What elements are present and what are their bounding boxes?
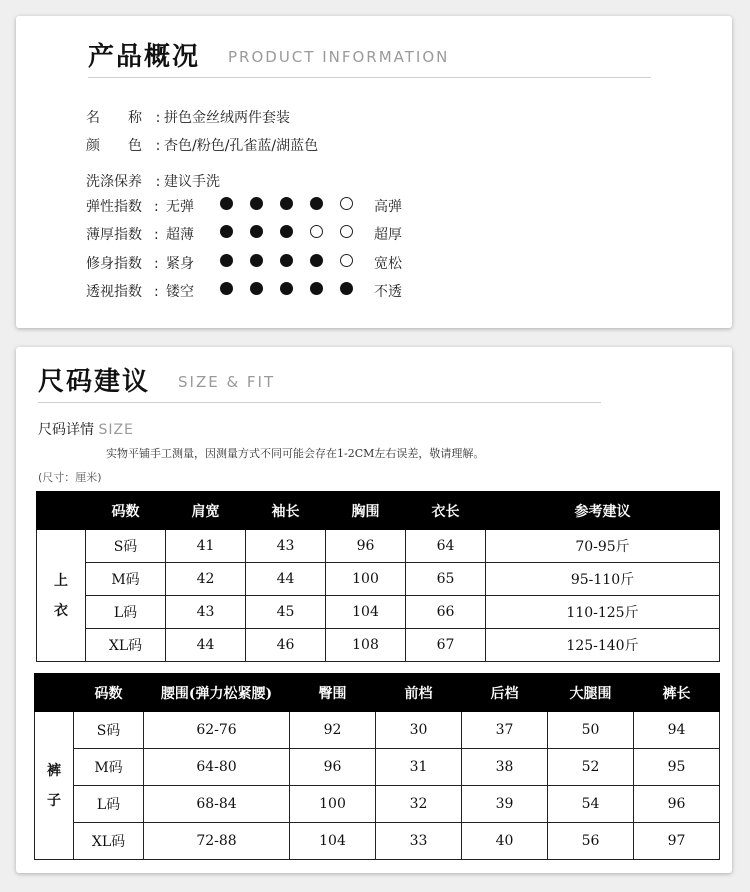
table-cell: 125-140斤 xyxy=(486,629,720,662)
filled-dot-icon xyxy=(340,282,353,295)
index-high-label: 高弹 xyxy=(374,199,402,215)
table-cell: 96 xyxy=(290,749,376,786)
filled-dot-icon xyxy=(250,254,263,267)
filled-dot-icon xyxy=(280,225,293,238)
empty-dot-icon xyxy=(340,197,353,210)
table-cell: 67 xyxy=(406,629,486,662)
header-cell: 胸围 xyxy=(326,492,406,530)
table-row xyxy=(35,749,720,786)
table-cell: 56 xyxy=(548,823,634,860)
table-cell: 44 xyxy=(166,629,246,662)
table-cell: 96 xyxy=(326,530,406,563)
filled-dot-icon xyxy=(280,197,293,210)
table-row xyxy=(37,530,720,563)
table-cell: 31 xyxy=(376,749,462,786)
table-cell: 50 xyxy=(548,712,634,749)
field-name: 名 称 : 拼色金丝绒两件套装 xyxy=(86,107,290,127)
table-cell: 45 xyxy=(246,596,326,629)
table-cell: 33 xyxy=(376,823,462,860)
table-cell: 110-125斤 xyxy=(486,596,720,629)
index-high-label: 超厚 xyxy=(374,227,402,243)
header-cell: 裤长 xyxy=(634,674,720,712)
table-cell: 100 xyxy=(290,786,376,823)
empty-dot-icon xyxy=(310,225,323,238)
field-value: 拼色金丝绒两件套装 xyxy=(164,110,290,126)
filled-dot-icon xyxy=(220,254,233,267)
table-cell: 30 xyxy=(376,712,462,749)
title-divider xyxy=(88,77,651,78)
table-cell: S码 xyxy=(74,712,144,749)
empty-dot-icon xyxy=(340,254,353,267)
unit-note: (尺寸：厘米) xyxy=(38,471,102,484)
index-low-label: 紧身 xyxy=(166,256,194,272)
table-cell: 40 xyxy=(462,823,548,860)
header-cell: 腰围(弹力松紧腰) xyxy=(144,674,290,712)
table-cell: 95 xyxy=(634,749,720,786)
field-label: 颜 色 xyxy=(86,138,142,154)
table-row xyxy=(35,712,720,749)
header-cell-blank xyxy=(35,674,74,712)
table-row xyxy=(37,629,720,662)
size-divider xyxy=(38,402,601,403)
empty-dot-icon xyxy=(340,225,353,238)
filled-dot-icon xyxy=(220,225,233,238)
table-cell: 32 xyxy=(376,786,462,823)
index-colon: : xyxy=(154,199,159,215)
index-colon: : xyxy=(154,256,159,272)
header-cell: 衣长 xyxy=(406,492,486,530)
pants-size-table xyxy=(34,673,720,860)
table-cell: 95-110斤 xyxy=(486,563,720,596)
header-cell: 码数 xyxy=(74,674,144,712)
table-cell: 43 xyxy=(166,596,246,629)
filled-dot-icon xyxy=(310,254,323,267)
table-row xyxy=(35,786,720,823)
filled-dot-icon xyxy=(250,197,263,210)
header-cell: 前档 xyxy=(376,674,462,712)
header-cell: 码数 xyxy=(86,492,166,530)
index-label: 透视指数 xyxy=(86,284,142,300)
filled-dot-icon xyxy=(250,282,263,295)
table-cell: 54 xyxy=(548,786,634,823)
table-header-row xyxy=(35,674,720,712)
table-cell: 46 xyxy=(246,629,326,662)
filled-dot-icon xyxy=(280,254,293,267)
table-row xyxy=(35,823,720,860)
measure-note: 实物平铺手工测量，因测量方式不同可能会存在1-2CM左右误差，敬请理解。 xyxy=(106,447,485,460)
table-cell: 37 xyxy=(462,712,548,749)
table-cell: 52 xyxy=(548,749,634,786)
index-label: 修身指数 xyxy=(86,256,142,272)
category-cell: 上 衣 xyxy=(37,530,86,662)
filled-dot-icon xyxy=(250,225,263,238)
table-cell: 66 xyxy=(406,596,486,629)
filled-dot-icon xyxy=(220,282,233,295)
index-label: 薄厚指数 xyxy=(86,227,142,243)
table-cell: 44 xyxy=(246,563,326,596)
header-cell: 袖长 xyxy=(246,492,326,530)
table-cell: 68-84 xyxy=(144,786,290,823)
table-cell: 64 xyxy=(406,530,486,563)
index-high-label: 不透 xyxy=(374,284,402,300)
table-cell: M码 xyxy=(86,563,166,596)
table-cell: 72-88 xyxy=(144,823,290,860)
table-header-row xyxy=(37,492,720,530)
index-low-label: 镂空 xyxy=(166,284,194,300)
table-cell: 43 xyxy=(246,530,326,563)
top-size-table xyxy=(36,491,720,662)
table-cell: XL码 xyxy=(74,823,144,860)
field-care: 洗涤保养 : 建议手洗 xyxy=(86,171,220,191)
header-cell: 臀围 xyxy=(290,674,376,712)
field-value: 建议手洗 xyxy=(164,174,220,190)
table-cell: 94 xyxy=(634,712,720,749)
table-cell: 96 xyxy=(634,786,720,823)
index-low-label: 超薄 xyxy=(166,227,194,243)
header-cell: 大腿围 xyxy=(548,674,634,712)
table-cell: 104 xyxy=(290,823,376,860)
table-row xyxy=(37,563,720,596)
filled-dot-icon xyxy=(220,197,233,210)
product-info-card xyxy=(16,16,732,328)
size-card xyxy=(16,347,732,873)
size-title-en: SIZE & FIT xyxy=(178,373,276,391)
table-cell: 65 xyxy=(406,563,486,596)
table-row xyxy=(37,596,720,629)
field-label: 洗涤保养 xyxy=(86,174,142,190)
table-cell: 104 xyxy=(326,596,406,629)
index-colon: : xyxy=(154,227,159,243)
index-high-label: 宽松 xyxy=(374,256,402,272)
table-cell: 97 xyxy=(634,823,720,860)
header-cell: 后档 xyxy=(462,674,548,712)
header-cell-blank xyxy=(37,492,86,530)
size-detail-label: 尺码详情 xyxy=(38,422,94,438)
field-label: 名 称 xyxy=(86,110,142,126)
table-cell: 92 xyxy=(290,712,376,749)
product-title: 产品概况 xyxy=(88,42,201,72)
header-cell: 肩宽 xyxy=(166,492,246,530)
table-cell: 38 xyxy=(462,749,548,786)
filled-dot-icon xyxy=(310,197,323,210)
filled-dot-icon xyxy=(310,282,323,295)
index-colon: : xyxy=(154,284,159,300)
product-title-en: PRODUCT INFORMATION xyxy=(228,48,450,66)
field-color: 颜 色 : 杏色/粉色/孔雀蓝/湖蓝色 xyxy=(86,135,318,155)
table-cell: XL码 xyxy=(86,629,166,662)
header-cell: 参考建议 xyxy=(486,492,720,530)
table-cell: 42 xyxy=(166,563,246,596)
table-cell: 64-80 xyxy=(144,749,290,786)
size-detail-heading xyxy=(38,419,134,439)
table-cell: 62-76 xyxy=(144,712,290,749)
table-cell: 100 xyxy=(326,563,406,596)
size-title: 尺码建议 xyxy=(38,367,151,397)
filled-dot-icon xyxy=(280,282,293,295)
field-value: 杏色/粉色/孔雀蓝/湖蓝色 xyxy=(164,138,319,154)
table-cell: L码 xyxy=(86,596,166,629)
index-low-label: 无弹 xyxy=(166,199,194,215)
category-cell: 裤 子 xyxy=(35,712,74,860)
table-cell: L码 xyxy=(74,786,144,823)
table-cell: 41 xyxy=(166,530,246,563)
table-cell: M码 xyxy=(74,749,144,786)
table-cell: 39 xyxy=(462,786,548,823)
table-cell: S码 xyxy=(86,530,166,563)
table-cell: 70-95斤 xyxy=(486,530,720,563)
size-detail-en: SIZE xyxy=(98,422,134,438)
index-label: 弹性指数 xyxy=(86,199,142,215)
table-cell: 108 xyxy=(326,629,406,662)
